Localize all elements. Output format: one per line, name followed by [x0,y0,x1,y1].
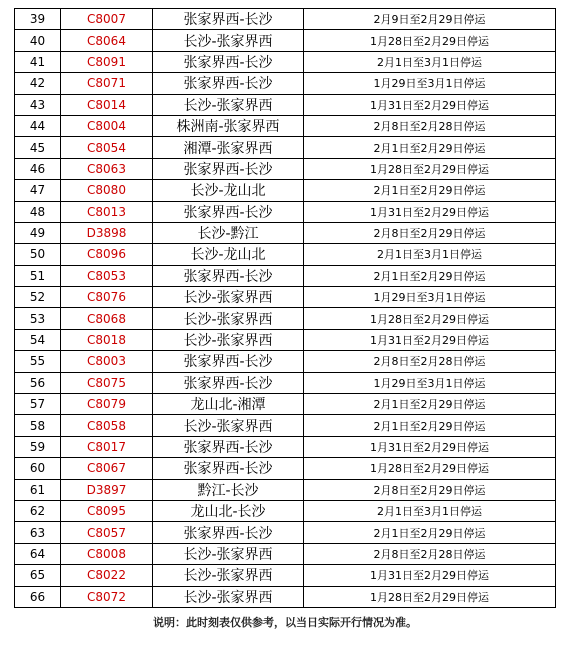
table-row [15,500,556,521]
train-code: C8057 [61,522,153,543]
suspension-period: 2月1日至2月29日停运 [304,180,556,201]
suspension-period: 1月28日至2月29日停运 [304,30,556,51]
train-code: C8096 [61,244,153,265]
row-number: 56 [15,372,61,393]
train-code: C8067 [61,458,153,479]
train-code: C8022 [61,565,153,586]
train-code: C8004 [61,115,153,136]
table-row [15,329,556,350]
route: 张家界西-长沙 [153,265,304,286]
row-number: 39 [15,9,61,30]
table-row [15,51,556,72]
table-row [15,201,556,222]
route: 张家界西-长沙 [153,73,304,94]
train-code: C8076 [61,287,153,308]
route: 张家界西-长沙 [153,522,304,543]
suspension-period: 2月1日至3月1日停运 [304,244,556,265]
suspension-period: 2月8日至2月28日停运 [304,351,556,372]
table-row [15,9,556,30]
table-row [15,73,556,94]
route: 长沙-龙山北 [153,180,304,201]
suspension-period: 1月29日至3月1日停运 [304,287,556,308]
suspension-period: 2月1日至2月29日停运 [304,415,556,436]
row-number: 41 [15,51,61,72]
row-number: 44 [15,115,61,136]
train-code: C8095 [61,500,153,521]
suspension-schedule-table [14,8,556,608]
row-number: 55 [15,351,61,372]
route: 长沙-张家界西 [153,287,304,308]
row-number: 53 [15,308,61,329]
table-row [15,479,556,500]
row-number: 63 [15,522,61,543]
suspension-period: 1月29日至3月1日停运 [304,73,556,94]
table-row [15,522,556,543]
table-row [15,244,556,265]
train-code: C8072 [61,586,153,607]
train-code: C8063 [61,158,153,179]
row-number: 40 [15,30,61,51]
train-code: C8068 [61,308,153,329]
table-row [15,565,556,586]
suspension-period: 1月28日至2月29日停运 [304,586,556,607]
row-number: 54 [15,329,61,350]
table-row [15,287,556,308]
train-code: C8054 [61,137,153,158]
row-number: 60 [15,458,61,479]
suspension-period: 1月28日至2月29日停运 [304,308,556,329]
route: 张家界西-长沙 [153,201,304,222]
row-number: 45 [15,137,61,158]
route: 龙山北-湘潭 [153,394,304,415]
table-row [15,265,556,286]
table-row [15,415,556,436]
route: 长沙-张家界西 [153,329,304,350]
train-code: C8003 [61,351,153,372]
table-row [15,436,556,457]
table-row [15,180,556,201]
table-row [15,543,556,564]
row-number: 47 [15,180,61,201]
suspension-period: 2月1日至2月29日停运 [304,522,556,543]
route: 株洲南-张家界西 [153,115,304,136]
suspension-period: 1月28日至2月29日停运 [304,158,556,179]
row-number: 43 [15,94,61,115]
train-code: C8013 [61,201,153,222]
suspension-period: 2月1日至2月29日停运 [304,265,556,286]
route: 长沙-龙山北 [153,244,304,265]
table-row [15,158,556,179]
row-number: 57 [15,394,61,415]
table-row [15,115,556,136]
suspension-period: 2月1日至3月1日停运 [304,500,556,521]
row-number: 58 [15,415,61,436]
route: 长沙-张家界西 [153,308,304,329]
route: 张家界西-长沙 [153,458,304,479]
row-number: 52 [15,287,61,308]
suspension-period: 1月31日至2月29日停运 [304,565,556,586]
train-code: C8091 [61,51,153,72]
schedule-table-wrapper [14,8,556,608]
route: 长沙-张家界西 [153,94,304,115]
table-row [15,222,556,243]
suspension-period: 1月29日至3月1日停运 [304,372,556,393]
row-number: 46 [15,158,61,179]
table-row [15,94,556,115]
train-code: C8075 [61,372,153,393]
train-code: D3897 [61,479,153,500]
train-code: C8008 [61,543,153,564]
route: 张家界西-长沙 [153,372,304,393]
route: 长沙-张家界西 [153,30,304,51]
train-code: C8080 [61,180,153,201]
table-row [15,372,556,393]
row-number: 61 [15,479,61,500]
route: 长沙-张家界西 [153,565,304,586]
table-row [15,586,556,607]
row-number: 64 [15,543,61,564]
train-code: C8014 [61,94,153,115]
table-row [15,137,556,158]
train-code: C8007 [61,9,153,30]
suspension-period: 2月1日至2月29日停运 [304,137,556,158]
train-code: C8079 [61,394,153,415]
row-number: 50 [15,244,61,265]
row-number: 49 [15,222,61,243]
table-row [15,30,556,51]
route: 龙山北-长沙 [153,500,304,521]
suspension-period: 2月8日至2月28日停运 [304,115,556,136]
table-row [15,458,556,479]
table-row [15,394,556,415]
train-code: C8018 [61,329,153,350]
train-code: C8071 [61,73,153,94]
suspension-period: 2月9日至2月29日停运 [304,9,556,30]
suspension-period: 2月1日至3月1日停运 [304,51,556,72]
route: 长沙-张家界西 [153,415,304,436]
row-number: 59 [15,436,61,457]
row-number: 62 [15,500,61,521]
footer-note: 说明：此时刻表仅供参考，以当日实际开行情况为准。 [153,616,417,629]
suspension-period: 1月31日至2月29日停运 [304,94,556,115]
train-code: C8064 [61,30,153,51]
route: 黔江-长沙 [153,479,304,500]
suspension-period: 1月31日至2月29日停运 [304,201,556,222]
row-number: 42 [15,73,61,94]
row-number: 51 [15,265,61,286]
train-code: C8017 [61,436,153,457]
route: 长沙-张家界西 [153,586,304,607]
suspension-period: 1月31日至2月29日停运 [304,436,556,457]
route: 长沙-张家界西 [153,543,304,564]
suspension-period: 2月8日至2月29日停运 [304,222,556,243]
route: 长沙-黔江 [153,222,304,243]
train-code: D3898 [61,222,153,243]
suspension-period: 1月31日至2月29日停运 [304,329,556,350]
train-code: C8058 [61,415,153,436]
table-body [15,9,556,608]
row-number: 65 [15,565,61,586]
route: 张家界西-长沙 [153,436,304,457]
row-number: 48 [15,201,61,222]
route: 张家界西-长沙 [153,51,304,72]
table-row [15,308,556,329]
suspension-period: 2月1日至2月29日停运 [304,394,556,415]
row-number: 66 [15,586,61,607]
table-row [15,351,556,372]
route: 张家界西-长沙 [153,9,304,30]
route: 湘潭-张家界西 [153,137,304,158]
suspension-period: 1月28日至2月29日停运 [304,458,556,479]
route: 张家界西-长沙 [153,351,304,372]
route: 张家界西-长沙 [153,158,304,179]
suspension-period: 2月8日至2月28日停运 [304,543,556,564]
suspension-period: 2月8日至2月29日停运 [304,479,556,500]
train-code: C8053 [61,265,153,286]
